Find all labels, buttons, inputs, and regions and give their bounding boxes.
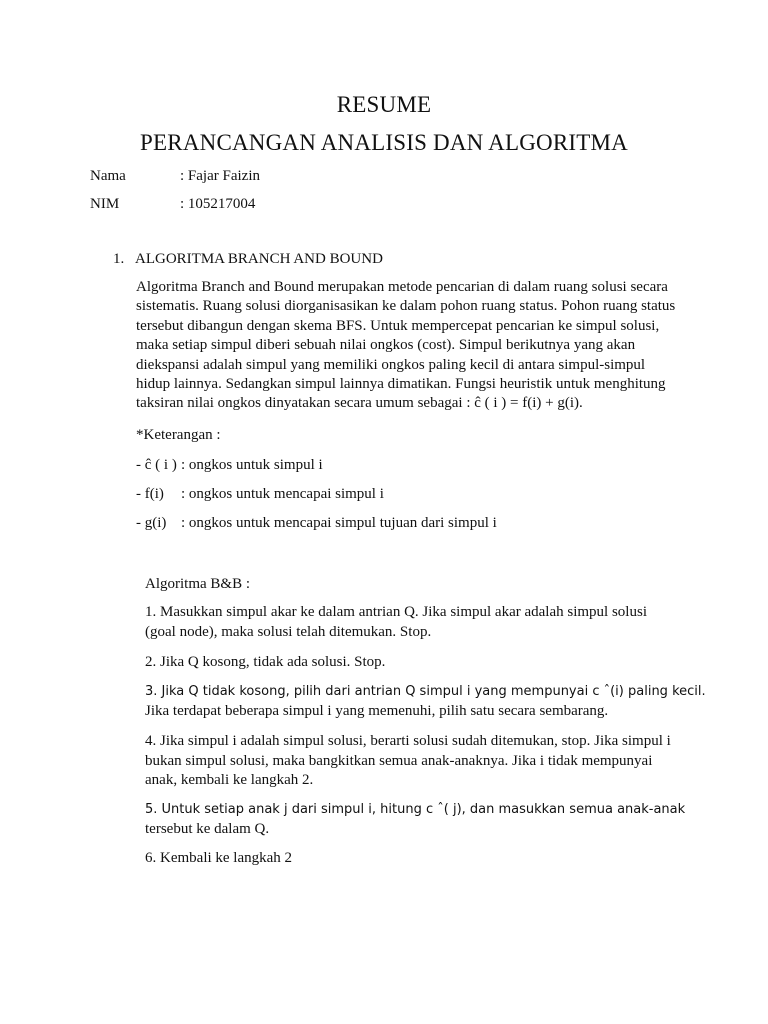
step-line: 3. Jika Q tidak kosong, pilih dari antrian Q simpul i yang mempunyai c ˆ(i) paling kecil.: [145, 684, 706, 699]
algorithm-step-1: [145, 603, 685, 642]
note-value: : ongkos untuk simpul i: [181, 457, 323, 473]
meta-nim-value: : 105217004: [180, 196, 256, 212]
step-line: 5. Untuk setiap anak j dari simpul i, hitung c ˆ( j), dan masukkan semua anak-anak: [145, 802, 686, 817]
step-line: (goal node), maka solusi telah ditemukan. Stop.: [145, 623, 432, 640]
paragraph-line: tersebut dibangun dengan skema BFS. Untuk mempercepat pencarian ke simpul solusi,: [136, 317, 660, 334]
meta-name-value: : Fajar Faizin: [180, 168, 260, 184]
section-paragraph: [136, 278, 681, 414]
note-key: - ĉ ( i ): [136, 457, 177, 473]
step-line: anak, kembali ke langkah 2.: [145, 772, 314, 789]
notes-title: *Keterangan :: [136, 427, 221, 443]
meta-nim-row: [90, 196, 255, 213]
title-resume: RESUME: [336, 92, 432, 117]
section-heading: [113, 251, 383, 268]
step-line: tersebut ke dalam Q.: [145, 820, 270, 837]
step-line: 1. Masukkan simpul akar ke dalam antrian Q. Jika simpul akar adalah simpul solusi: [145, 604, 647, 620]
algorithm-step-5: [145, 800, 685, 839]
paragraph-line: diekspansi adalah simpul yang memiliki ongkos paling kecil di antara simpul-simpul: [136, 356, 646, 373]
title-course: PERANCANGAN ANALISIS DAN ALGORITMA: [140, 130, 628, 155]
paragraph-line: hidup lainnya. Sedangkan simpul lainnya dimatikan. Fungsi heuristik untuk menghitung: [136, 376, 666, 393]
paragraph-line: taksiran nilai ongkos dinyatakan secara umum sebagai : ĉ ( i ) = f(i) + g(i).: [136, 395, 583, 412]
algorithm-step-3: [145, 682, 706, 721]
note-item-cost: [136, 457, 323, 474]
algorithm-step-4: [145, 732, 685, 791]
note-key: - f(i): [136, 486, 164, 502]
note-item-f: [136, 486, 384, 503]
note-value: : ongkos untuk mencapai simpul i: [181, 486, 384, 502]
note-value: : ongkos untuk mencapai simpul tujuan dari simpul i: [181, 515, 497, 531]
meta-name-label: Nama: [90, 168, 126, 184]
section-title: ALGORITMA BRANCH AND BOUND: [135, 251, 383, 267]
section-number: 1.: [113, 251, 125, 267]
note-key: - g(i): [136, 515, 167, 531]
paragraph-line: Algoritma Branch and Bound merupakan metode pencarian di dalam ruang solusi secara: [136, 279, 668, 295]
algorithm-step-2: 2. Jika Q kosong, tidak ada solusi. Stop.: [145, 654, 386, 670]
algorithm-step-6: 6. Kembali ke langkah 2: [145, 850, 293, 866]
algorithm-title: Algoritma B&B :: [145, 576, 250, 592]
note-item-g: [136, 515, 497, 532]
step-line: bukan simpul solusi, maka bangkitkan semua anak-anaknya. Jika i tidak mempunyai: [145, 752, 653, 769]
paragraph-line: maka setiap simpul diberi sebuah nilai ongkos (cost). Simpul berikutnya yang akan: [136, 337, 636, 354]
meta-name-row: [90, 168, 260, 185]
step-line: 4. Jika simpul i adalah simpul solusi, berarti solusi sudah ditemukan, stop. Jika simpul i: [145, 733, 671, 749]
meta-nim-label: NIM: [90, 196, 120, 212]
step-line: Jika terdapat beberapa simpul i yang memenuhi, pilih satu secara sembarang.: [145, 702, 609, 719]
paragraph-line: sistematis. Ruang solusi diorganisasikan ke dalam pohon ruang status. Pohon ruang status: [136, 298, 676, 315]
